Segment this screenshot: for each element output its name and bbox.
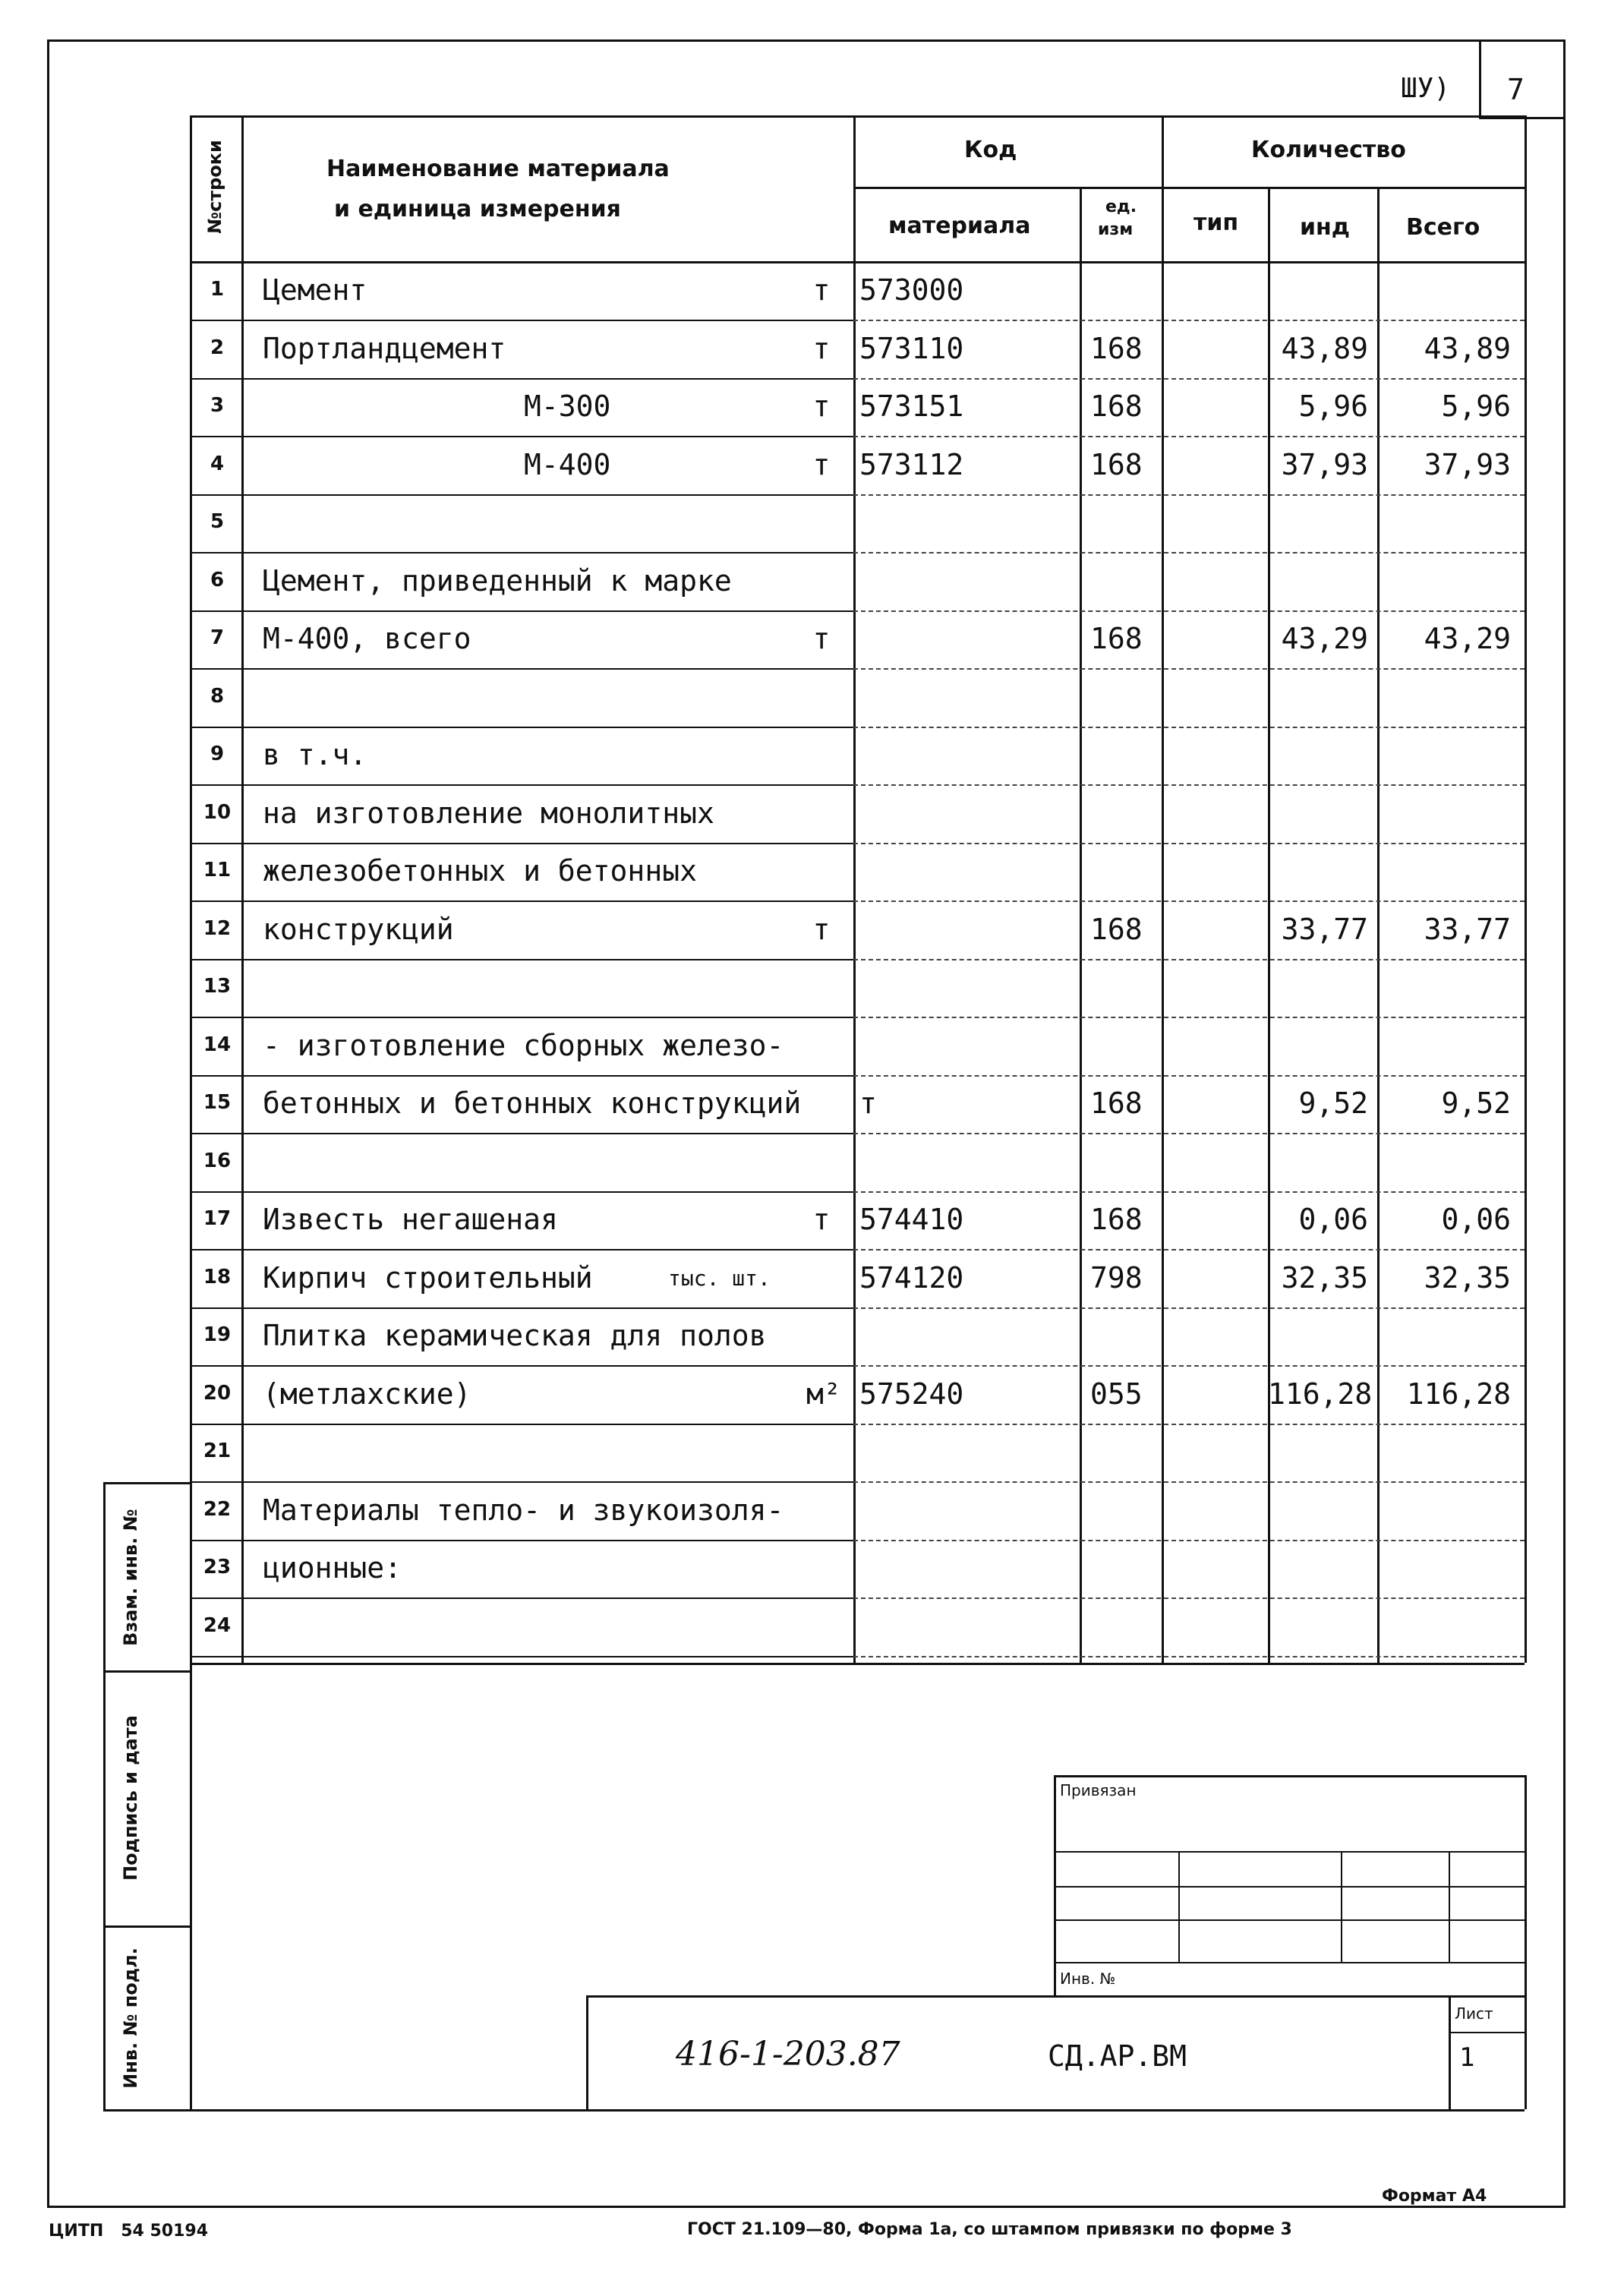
row-number: 1 <box>210 278 225 301</box>
header-row-number: №строки <box>204 140 225 234</box>
material-name: конструкций <box>263 913 454 946</box>
row-number: 16 <box>203 1150 232 1172</box>
row-number: 15 <box>203 1091 232 1114</box>
unit-label: т <box>812 332 831 365</box>
header-typ: тип <box>1194 210 1239 236</box>
material-code: 573000 <box>859 273 964 307</box>
material-name: Цемент <box>263 273 367 307</box>
row-number: 18 <box>203 1266 232 1288</box>
unit-label: т <box>812 273 831 307</box>
quantity-total: 43,89 <box>1424 332 1511 365</box>
row-number: 4 <box>210 453 225 475</box>
unit-label: т <box>812 913 831 946</box>
sheet-number: 7 <box>1507 73 1525 106</box>
material-name: железобетонных и бетонных <box>263 854 697 888</box>
material-code: 574410 <box>859 1203 964 1236</box>
row-number: 8 <box>210 685 225 708</box>
material-code: 573151 <box>859 390 964 423</box>
material-code: 573110 <box>859 332 964 365</box>
row-number: 20 <box>203 1382 232 1405</box>
material-name: Известь негашеная <box>263 1203 558 1236</box>
quantity-total: 43,29 <box>1424 622 1511 655</box>
unit-code: 168 <box>1090 1086 1143 1120</box>
material-name: Плитка керамическая для полов <box>263 1319 767 1352</box>
stamp-list-number: 1 <box>1459 2042 1475 2073</box>
row-number: 5 <box>210 510 225 533</box>
material-name: бетонных и бетонных конструкций <box>263 1086 802 1120</box>
footer-left: ЦИТП 54 50194 <box>49 2222 209 2241</box>
quantity-total: 0,06 <box>1441 1203 1511 1236</box>
material-name: Материалы тепло- и звукоизоля- <box>263 1493 784 1527</box>
material-code: 575240 <box>859 1377 964 1411</box>
unit-label: м² <box>806 1377 841 1411</box>
doc-suffix: СД.АР.ВМ <box>1048 2039 1187 2073</box>
row-number: 23 <box>203 1556 232 1578</box>
header-ind: инд <box>1300 214 1350 241</box>
quantity-ind: 0,06 <box>1298 1203 1368 1236</box>
side-inv-podl: Инв. № подл. <box>120 1948 141 2089</box>
row-number: 6 <box>210 569 225 591</box>
row-number: 7 <box>210 626 225 649</box>
unit-code: 168 <box>1090 622 1143 655</box>
footer-format: Формат А4 <box>1382 2187 1487 2206</box>
sheet-mark: ШУ) <box>1401 73 1451 104</box>
row-number: 21 <box>203 1440 232 1462</box>
row-number: 13 <box>203 975 232 998</box>
unit-code: 168 <box>1090 1203 1143 1236</box>
unit-code: 168 <box>1090 913 1143 946</box>
material-name: М-400, всего <box>263 622 471 655</box>
quantity-ind: 33,77 <box>1281 913 1368 946</box>
header-code: Код <box>964 137 1017 163</box>
row-number: 3 <box>210 394 225 417</box>
quantity-total: 33,77 <box>1424 913 1511 946</box>
quantity-ind: 43,29 <box>1281 622 1368 655</box>
material-name: ционные: <box>263 1551 402 1585</box>
quantity-ind: 116,28 <box>1268 1377 1373 1411</box>
unit-code: 168 <box>1090 332 1143 365</box>
row-number: 14 <box>203 1033 232 1056</box>
material-code: 574120 <box>859 1261 964 1295</box>
material-name: в т.ч. <box>263 738 367 771</box>
unit-label: тыс. шт. <box>668 1266 771 1291</box>
material-name: (метлахские) <box>263 1377 471 1411</box>
unit-label: т <box>812 390 831 423</box>
row-number: 9 <box>210 743 225 765</box>
header-material: материала <box>888 213 1031 239</box>
material-name: М-400 <box>524 448 611 481</box>
row-number: 24 <box>203 1614 232 1637</box>
stamp-inv-no: Инв. № <box>1060 1970 1116 1988</box>
header-name-line2: и единица измерения <box>334 196 621 222</box>
side-podpis-data: Подпись и дата <box>120 1715 141 1881</box>
header-unit-line1: ед. <box>1105 197 1137 216</box>
row-number: 10 <box>203 801 232 824</box>
material-name: на изготовление монолитных <box>263 796 714 830</box>
quantity-ind: 43,89 <box>1281 332 1368 365</box>
material-code: 573112 <box>859 448 964 481</box>
material-name: Цемент, приведенный к марке <box>263 564 732 598</box>
unit-code: 168 <box>1090 390 1143 423</box>
quantity-ind: 37,93 <box>1281 448 1368 481</box>
unit-code: 055 <box>1090 1377 1143 1411</box>
row-number: 12 <box>203 917 232 940</box>
material-name: Кирпич строительный <box>263 1261 593 1295</box>
unit-label: т <box>812 622 831 655</box>
material-name: - изготовление сборных железо- <box>263 1029 784 1062</box>
material-name: М-300 <box>524 390 611 423</box>
quantity-ind: 32,35 <box>1281 1261 1368 1295</box>
stamp-privyazan: Привязан <box>1060 1781 1137 1799</box>
row-number: 19 <box>203 1323 232 1346</box>
stamp-list-label: Лист <box>1455 2004 1493 2023</box>
quantity-ind: 9,52 <box>1298 1086 1368 1120</box>
row-number: 22 <box>203 1498 232 1521</box>
footer-gost: ГОСТ 21.109—80, Форма 1а, со штампом привязки по форме 3 <box>687 2220 1292 2239</box>
quantity-total: 116,28 <box>1406 1377 1511 1411</box>
unit-code: 798 <box>1090 1261 1143 1295</box>
quantity-total: 37,93 <box>1424 448 1511 481</box>
unit-code: 168 <box>1090 448 1143 481</box>
quantity-total: 32,35 <box>1424 1261 1511 1295</box>
quantity-ind: 5,96 <box>1298 390 1368 423</box>
unit-label: т <box>812 1203 831 1236</box>
row-number: 11 <box>203 859 232 882</box>
quantity-total: 9,52 <box>1441 1086 1511 1120</box>
material-code: т <box>859 1086 877 1120</box>
row-number: 17 <box>203 1207 232 1230</box>
row-number: 2 <box>210 336 225 359</box>
header-unit-line2: изм <box>1098 220 1134 239</box>
unit-label: т <box>812 448 831 481</box>
doc-code: 416-1-203.87 <box>676 2035 900 2074</box>
header-total: Всего <box>1406 214 1480 241</box>
side-vzam-inv: Взам. инв. № <box>120 1509 141 1646</box>
header-name-line1: Наименование материала <box>326 156 670 182</box>
quantity-total: 5,96 <box>1441 390 1511 423</box>
header-quantity: Количество <box>1251 137 1406 163</box>
material-name: Портландцемент <box>263 332 506 365</box>
